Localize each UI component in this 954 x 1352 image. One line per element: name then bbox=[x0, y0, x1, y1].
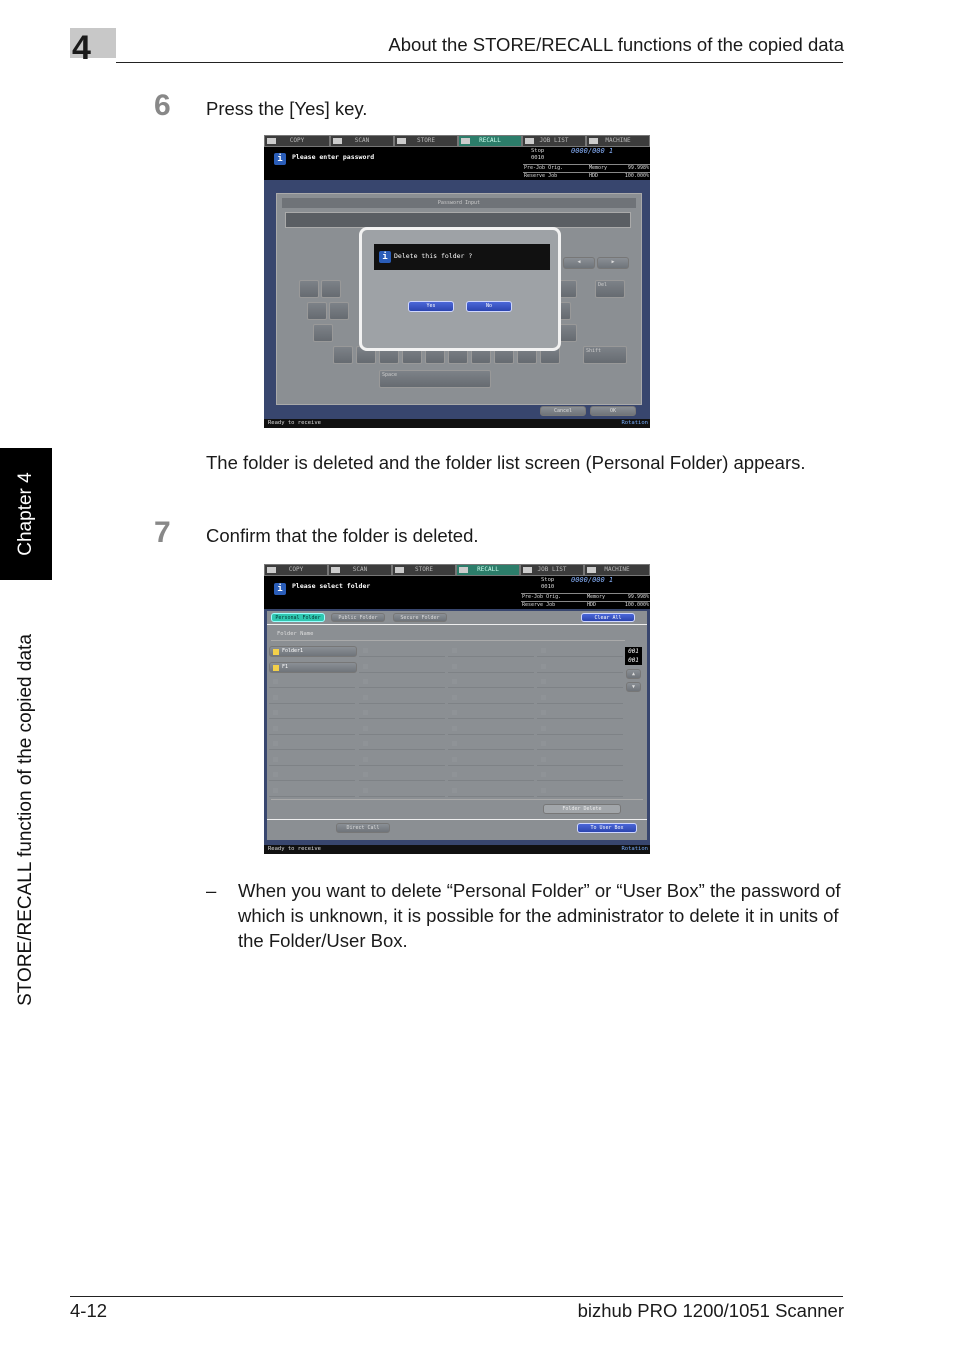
folder-delete-button[interactable]: Folder Delete bbox=[543, 804, 621, 814]
key[interactable] bbox=[313, 324, 333, 342]
del-key[interactable]: Del bbox=[595, 280, 625, 298]
pre-job-label: Pre-Job Orig. bbox=[522, 594, 562, 600]
page-number: 4-12 bbox=[70, 1300, 108, 1321]
tab-copy[interactable]: COPY bbox=[264, 135, 330, 147]
product-name: bizhub PRO 1200/1051 Scanner bbox=[577, 1300, 844, 1321]
info-icon: i bbox=[274, 153, 286, 165]
side-tab-chapter: Chapter 4 bbox=[15, 472, 36, 556]
cursor-right-button[interactable]: ▶ bbox=[597, 257, 629, 269]
tab-store[interactable]: STORE bbox=[394, 135, 458, 147]
screenshot-folder-list bbox=[264, 564, 650, 854]
step-text: Confirm that the folder is deleted. bbox=[206, 525, 479, 546]
status-panel bbox=[521, 576, 650, 609]
key[interactable] bbox=[329, 302, 349, 320]
function-tabs bbox=[264, 564, 650, 576]
step-number: 7 bbox=[154, 516, 171, 549]
to-user-box-button[interactable]: To User Box bbox=[577, 823, 637, 833]
key[interactable] bbox=[333, 346, 353, 364]
empty-folder-slot bbox=[537, 692, 623, 704]
note-text: When you want to delete “Personal Folder” or “User Box” the password of which is unknown, it is possible for the administrator to delete it in units of the Folder/User Box. bbox=[238, 880, 841, 951]
tab-secure-folder[interactable]: Secure Folder bbox=[393, 613, 447, 622]
tab-recall[interactable]: RECALL bbox=[456, 564, 520, 576]
function-tabs bbox=[264, 135, 650, 147]
status-bar: Ready to receive bbox=[264, 419, 650, 428]
step-number: 6 bbox=[154, 89, 171, 122]
reserve-job-label: Reserve Job bbox=[524, 173, 558, 179]
empty-folder-slot bbox=[359, 785, 445, 797]
empty-folder-slot bbox=[448, 754, 534, 766]
empty-folder-slot bbox=[269, 738, 355, 750]
empty-folder-slot bbox=[448, 769, 534, 781]
empty-folder-slot bbox=[537, 738, 623, 750]
yes-button[interactable]: Yes bbox=[408, 301, 454, 312]
memory-label: Memory bbox=[587, 594, 606, 600]
divider bbox=[267, 624, 647, 625]
folder-panel bbox=[267, 611, 647, 840]
empty-folder-slot bbox=[537, 723, 623, 735]
folder-button-folder1[interactable]: Folder1 bbox=[269, 646, 357, 657]
hdd-value: 100.000% bbox=[624, 602, 649, 608]
hdd-label: HDD bbox=[587, 602, 597, 608]
empty-folder-slot bbox=[448, 692, 534, 704]
key[interactable] bbox=[321, 280, 341, 298]
tab-recall[interactable]: RECALL bbox=[458, 135, 522, 147]
dialog-message: Delete this folder ? bbox=[394, 252, 473, 260]
hdd-value: 100.000% bbox=[624, 173, 649, 179]
empty-folder-slot bbox=[448, 676, 534, 688]
scroll-down-button[interactable]: ▼ bbox=[626, 682, 641, 692]
message-area bbox=[264, 147, 523, 180]
no-button[interactable]: No bbox=[466, 301, 512, 312]
scroll-up-button[interactable]: ▲ bbox=[626, 669, 641, 679]
empty-folder-slot bbox=[359, 707, 445, 719]
empty-folder-slot bbox=[269, 692, 355, 704]
empty-folder-slot bbox=[359, 723, 445, 735]
ok-button[interactable]: OK bbox=[590, 406, 636, 416]
hdd-label: HDD bbox=[589, 173, 599, 179]
clear-all-button[interactable]: Clear All bbox=[581, 613, 635, 622]
page-counter: 001 001 bbox=[625, 647, 642, 665]
empty-folder-slot bbox=[359, 738, 445, 750]
tab-copy[interactable]: COPY bbox=[264, 564, 328, 576]
empty-folder-slot bbox=[269, 769, 355, 781]
side-tab-section: STORE/RECALL function of the copied data bbox=[15, 634, 36, 1006]
step-text: Press the [Yes] key. bbox=[206, 98, 368, 119]
cursor-left-button[interactable]: ◀ bbox=[563, 257, 595, 269]
direct-call-button[interactable]: Direct Call bbox=[336, 823, 390, 833]
tab-machine[interactable]: MACHINE bbox=[586, 135, 650, 147]
result-paragraph: The folder is deleted and the folder list screen (Personal Folder) appears. bbox=[206, 452, 806, 473]
empty-folder-slot bbox=[359, 645, 445, 657]
empty-folder-slot bbox=[537, 661, 623, 673]
empty-folder-slot bbox=[359, 769, 445, 781]
empty-folder-slot bbox=[537, 785, 623, 797]
tab-scan[interactable]: SCAN bbox=[330, 135, 394, 147]
status-panel bbox=[523, 147, 650, 180]
message-text: Please select folder bbox=[292, 582, 371, 590]
info-icon: i bbox=[274, 583, 286, 595]
empty-folder-slot bbox=[537, 676, 623, 688]
shift-key[interactable]: Shift bbox=[583, 346, 627, 364]
tab-personal-folder[interactable]: Personal Folder bbox=[271, 613, 325, 622]
cancel-button[interactable]: Cancel bbox=[540, 406, 586, 416]
empty-folder-slot bbox=[359, 661, 445, 673]
counter: 0000/000 1 bbox=[571, 147, 614, 155]
empty-folder-slot bbox=[448, 738, 534, 750]
empty-folder-slot bbox=[448, 723, 534, 735]
message-area bbox=[264, 576, 521, 609]
user-label: 0010 bbox=[541, 584, 555, 590]
empty-folder-slot bbox=[537, 645, 623, 657]
tab-store[interactable]: STORE bbox=[392, 564, 456, 576]
info-icon: i bbox=[379, 251, 391, 263]
empty-folder-slot bbox=[269, 676, 355, 688]
key[interactable] bbox=[307, 302, 327, 320]
status-bar: Ready to receive bbox=[264, 845, 650, 854]
note-dash: – bbox=[206, 880, 217, 901]
chapter-number: 4 bbox=[72, 29, 91, 67]
space-key[interactable]: Space bbox=[379, 370, 491, 388]
empty-folder-slot bbox=[269, 754, 355, 766]
reserve-job-label: Reserve Job bbox=[522, 602, 556, 608]
password-field[interactable] bbox=[285, 212, 631, 228]
divider bbox=[271, 799, 643, 800]
main-panel bbox=[264, 609, 650, 845]
empty-folder-slot bbox=[269, 785, 355, 797]
folder-icon bbox=[273, 649, 279, 655]
counter: 0000/000 1 bbox=[571, 576, 614, 584]
folder-button-f1[interactable]: F1 bbox=[269, 662, 357, 673]
tab-public-folder[interactable]: Public Folder bbox=[331, 613, 385, 622]
stop-label: Stop bbox=[541, 577, 555, 583]
empty-folder-slot bbox=[448, 661, 534, 673]
tab-job-list[interactable]: JOB LIST bbox=[520, 564, 584, 576]
tab-machine[interactable]: MACHINE bbox=[584, 564, 650, 576]
stop-label: Stop bbox=[531, 148, 545, 154]
folder-icon bbox=[273, 665, 279, 671]
empty-folder-slot bbox=[359, 692, 445, 704]
divider bbox=[267, 819, 647, 820]
pre-job-label: Pre-Job Orig. bbox=[524, 165, 564, 171]
dialog-message-bar bbox=[374, 244, 550, 270]
memory-value: 99.998% bbox=[627, 165, 649, 171]
key[interactable] bbox=[299, 280, 319, 298]
running-header-title: About the STORE/RECALL functions of the copied data bbox=[388, 34, 844, 55]
column-header: Folder Name bbox=[277, 631, 314, 637]
empty-folder-slot bbox=[537, 769, 623, 781]
user-label: 0010 bbox=[531, 155, 545, 161]
panel-title: Password Input bbox=[282, 198, 636, 208]
divider bbox=[271, 640, 625, 641]
empty-folder-slot bbox=[359, 676, 445, 688]
confirm-dialog bbox=[359, 227, 561, 351]
message-text: Please enter password bbox=[292, 153, 375, 161]
empty-folder-slot bbox=[448, 645, 534, 657]
empty-folder-slot bbox=[269, 707, 355, 719]
empty-folder-slot bbox=[359, 754, 445, 766]
tab-scan[interactable]: SCAN bbox=[328, 564, 392, 576]
empty-folder-slot bbox=[448, 785, 534, 797]
empty-folder-slot bbox=[448, 707, 534, 719]
footer-rule bbox=[70, 1296, 843, 1297]
memory-value: 99.998% bbox=[627, 594, 649, 600]
rotation-indicator: Rotation bbox=[621, 420, 648, 426]
rotation-indicator: Rotation bbox=[621, 846, 648, 852]
header-rule bbox=[116, 62, 843, 63]
memory-label: Memory bbox=[589, 165, 608, 171]
tab-job-list[interactable]: JOB LIST bbox=[522, 135, 586, 147]
empty-folder-slot bbox=[537, 707, 623, 719]
empty-folder-slot bbox=[537, 754, 623, 766]
screenshot-password-dialog bbox=[264, 135, 650, 428]
empty-folder-slot bbox=[269, 723, 355, 735]
